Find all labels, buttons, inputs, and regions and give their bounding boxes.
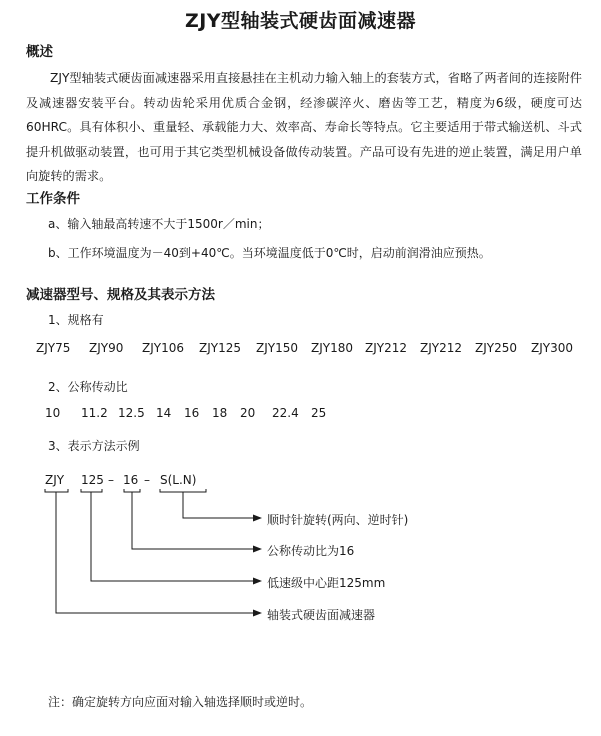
ratio-item: 11.2 xyxy=(81,406,108,420)
conditions-heading: 工作条件 xyxy=(26,191,80,207)
spec-heading: 减速器型号、规格及其表示方法 xyxy=(26,287,215,303)
code-part-rotation: S(L.N) xyxy=(160,473,197,487)
size-item: ZJY125 xyxy=(199,341,241,355)
overview-heading: 概述 xyxy=(26,44,53,60)
size-item: ZJY150 xyxy=(256,341,298,355)
ratio-item: 14 xyxy=(156,406,172,420)
sizes-label: 1、规格有 xyxy=(48,313,104,327)
leader-ratio xyxy=(132,492,255,549)
note-center-distance: 低速级中心距125mm xyxy=(267,576,386,590)
bracket-ratio xyxy=(124,489,140,492)
arrow-head xyxy=(253,578,262,585)
note-rotation: 顺时针旋转(两向、逆时针) xyxy=(267,513,409,527)
code-part-ratio: 16 xyxy=(123,473,139,487)
ratio-item: 22.4 xyxy=(272,406,299,420)
size-item: ZJY250 xyxy=(475,341,517,355)
example-label: 3、表示方法示例 xyxy=(48,439,140,453)
ratio-item: 25 xyxy=(311,406,327,420)
arrow-head xyxy=(253,515,262,522)
page-title: ZJY型轴装式硬齿面减速器 xyxy=(184,10,417,32)
condition-a: a、输入轴最高转速不大于1500r／min； xyxy=(48,217,270,231)
code-part-type: ZJY xyxy=(45,473,65,487)
size-item: ZJY212 xyxy=(365,341,407,355)
overview-paragraph: ZJY型轴装式硬齿面减速器采用直接悬挂在主机动力输入轴上的套装方式，省略了两者间的连接附件及减速器安装平台。转动齿轮采用优质合金钢，经渗碳淬火、磨齿等工艺，精度为6级，硬度可达60HRC。具有体积小、重量轻、承载能力大、效率高、寿命长等特点。它主要适用于带式输送机、斗式提升机做驱动装置，也可用于其它类型机械设备做传动装置。产品可设有先进的逆止装置，满足用户单向旋转的需求。 xyxy=(26,71,582,183)
note-type: 轴装式硬齿面减速器 xyxy=(267,608,376,622)
note-ratio: 公称传动比为16 xyxy=(267,544,355,558)
size-item: ZJY212 xyxy=(420,341,462,355)
bracket-rotation xyxy=(160,489,206,492)
condition-b: b、工作环境温度为－40到+40℃。当环境温度低于0℃时，启动前润滑油应预热。 xyxy=(48,246,491,260)
footnote: 注：确定旋转方向应面对输入轴选择顺时或逆时。 xyxy=(48,695,313,709)
ratio-item: 16 xyxy=(184,406,200,420)
ratios-label: 2、公称传动比 xyxy=(48,380,128,394)
size-item: ZJY75 xyxy=(36,341,71,355)
code-dash: – xyxy=(108,473,114,487)
bracket-type xyxy=(45,489,68,492)
size-item: ZJY300 xyxy=(531,341,573,355)
leader-rotation xyxy=(183,492,255,518)
ratio-item: 18 xyxy=(212,406,228,420)
size-item: ZJY180 xyxy=(311,341,353,355)
arrow-head xyxy=(253,610,262,617)
bracket-center xyxy=(81,489,102,492)
ratio-item: 12.5 xyxy=(118,406,145,420)
size-item: ZJY90 xyxy=(89,341,124,355)
ratio-item: 10 xyxy=(45,406,61,420)
code-part-center: 125 xyxy=(81,473,104,487)
leader-type xyxy=(56,492,255,613)
code-dash: – xyxy=(144,473,150,487)
leader-center xyxy=(91,492,255,581)
arrow-head xyxy=(253,546,262,553)
size-item: ZJY106 xyxy=(142,341,184,355)
ratio-item: 20 xyxy=(240,406,256,420)
